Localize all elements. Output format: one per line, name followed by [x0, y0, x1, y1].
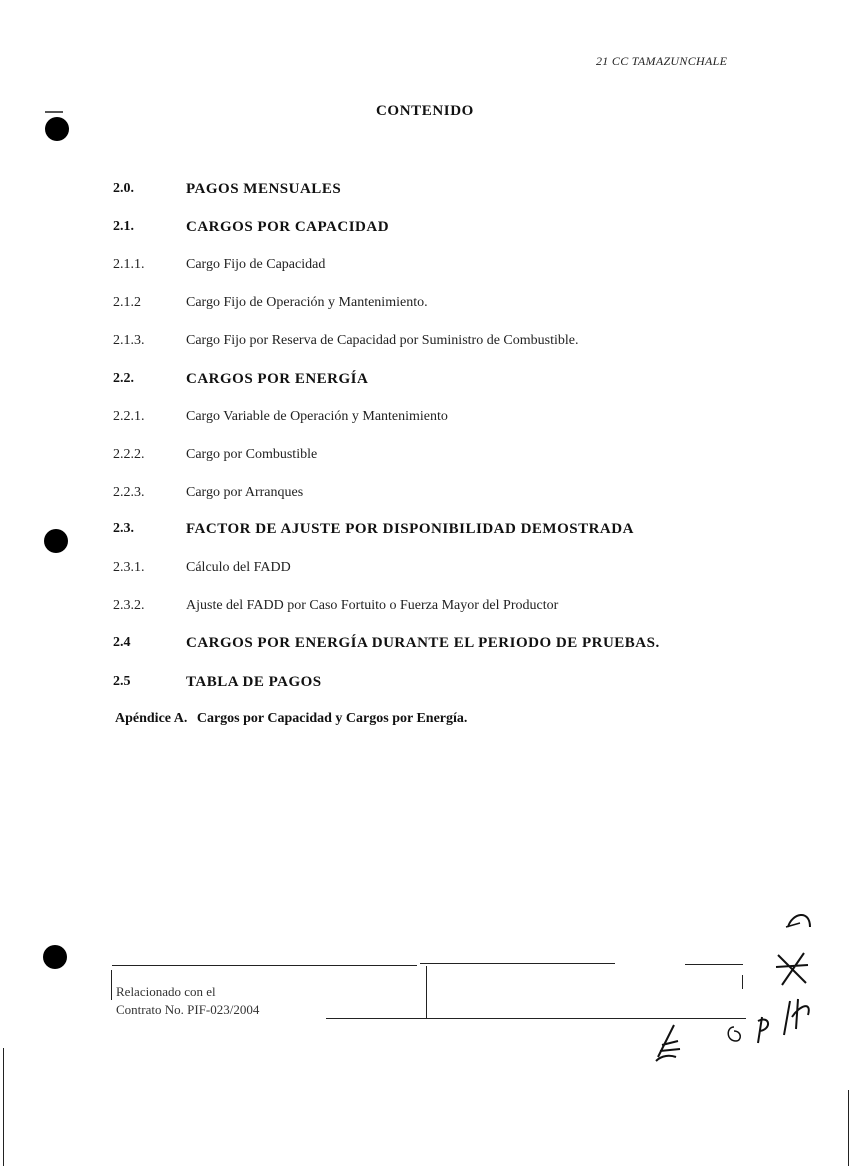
toc-number: 2.3. [113, 521, 134, 536]
footer-divider [111, 970, 112, 1000]
toc-number: 2.5 [113, 674, 131, 689]
toc-entry [0, 333, 850, 355]
toc-title: Cargo por Combustible [186, 447, 318, 462]
footer-divider [426, 966, 427, 1018]
toc-number: 2.2. [113, 371, 134, 386]
toc-number: 2.2.1. [113, 409, 145, 424]
toc-title: Cálculo del FADD [186, 560, 291, 575]
document-code: 21 CC TAMAZUNCHALE [596, 54, 728, 68]
toc-title: CARGOS POR CAPACIDAD [186, 219, 390, 235]
toc-number: 2.4 [113, 635, 131, 650]
toc-entry [0, 521, 850, 543]
toc-entry [0, 674, 850, 696]
appendix-title: Cargos por Capacidad y Cargos por Energía. [196, 711, 468, 726]
toc-entry [0, 485, 850, 507]
footer-divider [420, 963, 615, 964]
page-title: CONTENIDO [376, 103, 474, 119]
punch-hole-mark [45, 111, 63, 113]
toc-title: FACTOR DE AJUSTE POR DISPONIBILIDAD DEMOSTRADA [186, 521, 634, 537]
toc-title: Ajuste del FADD por Caso Fortuito o Fuerza Mayor del Productor [186, 598, 559, 613]
toc-number: 2.1.1. [113, 257, 145, 272]
toc-title: CARGOS POR ENERGÍA DURANTE EL PERIODO DE PRUEBAS. [186, 635, 660, 651]
appendix-label: Apéndice A. [115, 711, 188, 726]
toc-title: Cargo Variable de Operación y Mantenimiento [186, 409, 448, 424]
toc-number: 2.0. [113, 181, 134, 196]
scan-edge-mark [848, 1090, 849, 1166]
toc-entry [0, 181, 850, 203]
toc-number: 2.1.3. [113, 333, 145, 348]
toc-title: Cargo Fijo de Capacidad [186, 257, 326, 272]
toc-number: 2.1.2 [113, 295, 141, 310]
scan-edge-mark [3, 1048, 4, 1166]
toc-entry [0, 219, 850, 241]
toc-entry [0, 295, 850, 317]
toc-number: 2.3.1. [113, 560, 145, 575]
toc-number: 2.1. [113, 219, 134, 234]
punch-hole [43, 945, 67, 969]
toc-entry [0, 447, 850, 469]
footer-contract-number: Contrato No. PIF-023/2004 [116, 1002, 260, 1017]
toc-entry [0, 635, 850, 657]
toc-entry [0, 598, 850, 620]
toc-title: Cargo por Arranques [186, 485, 304, 500]
punch-hole [45, 117, 69, 141]
footer-related-label: Relacionado con el [116, 984, 216, 999]
handwritten-initials [650, 905, 820, 1065]
toc-title: CARGOS POR ENERGÍA [186, 371, 369, 387]
toc-title: Cargo Fijo por Reserva de Capacidad por Suministro de Combustible. [186, 333, 579, 348]
toc-entry [0, 409, 850, 431]
appendix-entry [115, 711, 467, 727]
toc-number: 2.2.3. [113, 485, 145, 500]
toc-title: Cargo Fijo de Operación y Mantenimiento. [186, 295, 428, 310]
toc-entry [0, 257, 850, 279]
toc-entry [0, 560, 850, 582]
toc-title: TABLA DE PAGOS [186, 674, 322, 690]
toc-number: 2.3.2. [113, 598, 145, 613]
toc-title: PAGOS MENSUALES [186, 181, 342, 197]
toc-number: 2.2.2. [113, 447, 145, 462]
footer-divider [112, 965, 417, 966]
toc-entry [0, 371, 850, 393]
